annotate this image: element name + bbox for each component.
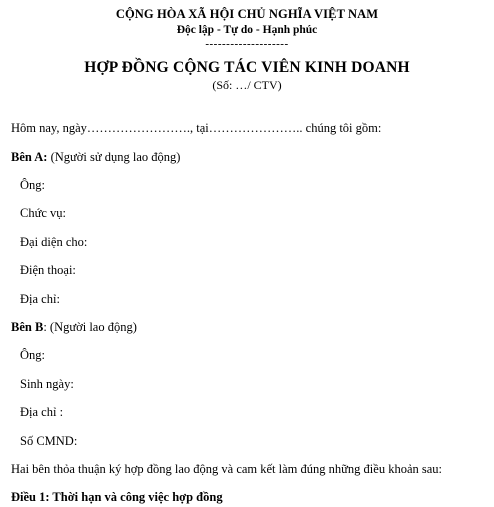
contract-title: HỢP ĐỒNG CỘNG TÁC VIÊN KINH DOANH	[84, 59, 410, 76]
party-a-field-representative: Đại diện cho:	[20, 235, 88, 249]
party-a-field-phone: Điện thoại:	[20, 263, 76, 277]
country-header: CỘNG HÒA XÃ HỘI CHỦ NGHĨA VIỆT NAM	[115, 7, 379, 21]
intro-line: Hôm nay, ngày……………………., tại………………….. chúng tôi gồm:	[11, 121, 382, 135]
party-b-desc: : (Người lao động)	[43, 320, 137, 334]
party-a-field-address: Địa chỉ:	[20, 292, 60, 306]
party-a-heading	[11, 150, 180, 165]
party-b-field-address: Địa chỉ :	[20, 405, 64, 419]
party-a-field-name: Ông:	[20, 178, 45, 192]
party-a-field-position: Chức vụ:	[20, 206, 67, 220]
party-b-field-birthdate: Sinh ngày:	[20, 377, 74, 391]
article-1-heading: Điều 1: Thời hạn và công việc hợp đồng	[11, 490, 223, 504]
party-a-desc: (Người sử dụng lao động)	[47, 150, 181, 164]
party-a-label: Bên A:	[11, 150, 48, 164]
header-divider: --------------------	[205, 38, 289, 50]
contract-number: (Số: …/ CTV)	[212, 78, 282, 92]
motto: Độc lập - Tự do - Hạnh phúc	[176, 24, 318, 36]
party-b-field-id: Số CMND:	[20, 434, 78, 448]
party-b-field-name: Ông:	[20, 348, 45, 362]
party-b-label: Bên B	[11, 320, 44, 334]
party-b-heading	[11, 320, 137, 335]
agreement-line: Hai bên thỏa thuận ký hợp đồng lao động và cam kết làm đúng những điều khoản sau:	[11, 462, 443, 476]
